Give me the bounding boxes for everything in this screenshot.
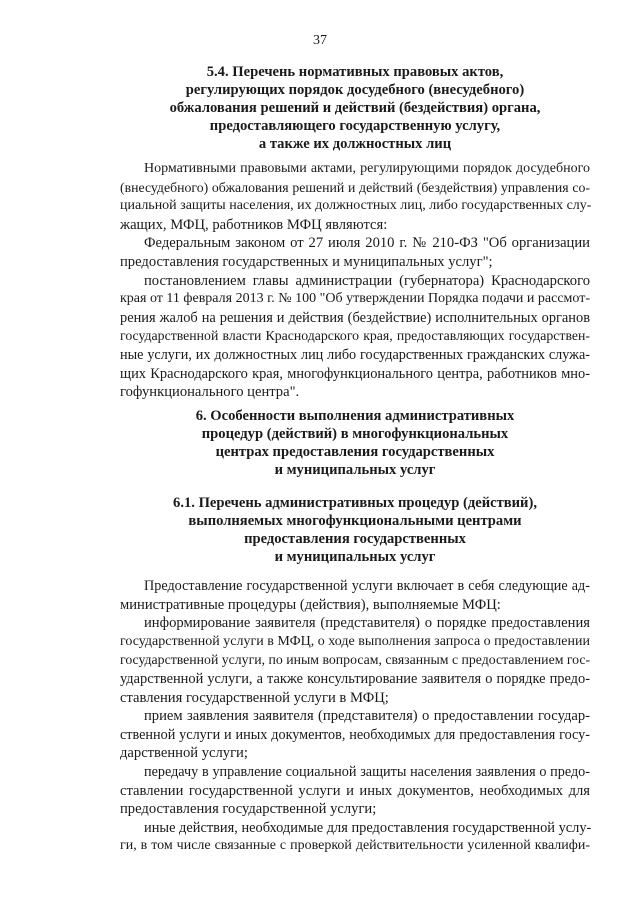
text-line: гофункционального центра".	[120, 384, 300, 401]
heading-line: 5.4. Перечень нормативных правовых актов,	[206, 64, 504, 80]
heading-line: процедур (действий) в многофункциональных	[201, 426, 509, 442]
section-6-heading	[120, 407, 590, 479]
heading-line: выполняемых многофункциональными центрами	[188, 513, 522, 529]
text-line: Федеральным законом от 27 июля 2010 г. № 210-ФЗ "Об организации	[144, 235, 590, 252]
text-line: государственной услуги, по иным вопросам, связанным с предоставлением гос-	[120, 652, 591, 668]
heading-line: 6. Особенности выполнения административных	[195, 408, 515, 424]
text-line: предоставления государственных и муниципальных услуг";	[120, 253, 493, 270]
heading-line: 6.1. Перечень административных процедур (действий),	[173, 495, 537, 511]
text-line: жащих, МФЦ, работников МФЦ являются:	[120, 216, 388, 233]
heading-line: центрах предоставления государственных	[215, 444, 495, 460]
text-line: государственной власти Краснодарского края, предоставляющих государствен-	[120, 328, 590, 344]
text-line: ставлении государственной услуги и иных документов, необходимых для	[120, 782, 590, 799]
heading-line: обжалования решений и действий (бездействия) органа,	[169, 100, 541, 116]
paragraph-legal-acts-intro	[120, 160, 590, 402]
text-line: предоставления государственной услуги;	[120, 801, 377, 818]
heading-line: предоставляющего государственную услугу,	[209, 118, 501, 134]
text-line: щих Краснодарского края, многофункционального центра, работников мно-	[120, 365, 590, 382]
text-line: дарственной услуги;	[120, 745, 248, 762]
text-line: иные действия, необходимые для предоставления государственной услу-	[144, 819, 592, 836]
heading-line: а также их должностных лиц	[258, 136, 452, 152]
page-number: 37	[313, 33, 327, 48]
text-line: государственной услуги в МФЦ, о ходе выполнения запроса о предоставлении	[120, 633, 590, 649]
text-line: ственной услуги и иных документов, необходимых для предоставления госу-	[120, 726, 590, 743]
text-line: передачу в управление социальной защиты населения заявления о предо-	[144, 763, 590, 780]
text-line: Предоставление государственной услуги включает в себя следующие ад-	[144, 578, 590, 594]
text-line: ные услуги, их должностных лиц либо государственных гражданских служа-	[120, 346, 590, 363]
text-line: ставления государственной услуги в МФЦ;	[120, 689, 389, 706]
text-line: постановлением главы администрации (губернатора) Краснодарского	[144, 272, 590, 289]
heading-line: предоставления государственных	[244, 531, 466, 547]
text-line: ударственной услуги, а также консультирование заявителя о порядке предо-	[120, 670, 590, 687]
heading-line: и муниципальных услуг	[274, 549, 436, 565]
text-line: прием заявления заявителя (представителя) о предоставлении государ-	[144, 708, 590, 725]
heading-line: регулирующих порядок досудебного (внесудебного)	[185, 82, 525, 98]
text-line: Нормативными правовыми актами, регулирующими порядок досудебного	[144, 161, 590, 176]
paragraph-mfc-procedures	[120, 577, 590, 856]
text-line: ги, в том числе связанные с проверкой действительности усиленной квалифи-	[120, 838, 590, 854]
section-5-4-heading	[120, 63, 590, 153]
text-line: края от 11 февраля 2013 г. № 100 "Об утверждении Порядка подачи и рассмот-	[120, 291, 590, 307]
text-line: информирование заявителя (представителя) о порядке предоставления	[144, 615, 590, 632]
text-line: (внесудебного) обжалования решений и действий (бездействия) управления со-	[120, 179, 590, 195]
text-line: министративные процедуры (действия), выполняемые МФЦ:	[120, 596, 501, 613]
text-line: циальной защиты населения, их должностных лиц, либо государственных слу-	[120, 198, 592, 214]
text-line: рения жалоб на решения и действия (бездействие) исполнительных органов	[120, 309, 590, 326]
heading-line: и муниципальных услуг	[274, 462, 436, 478]
section-6-1-heading	[120, 494, 590, 566]
